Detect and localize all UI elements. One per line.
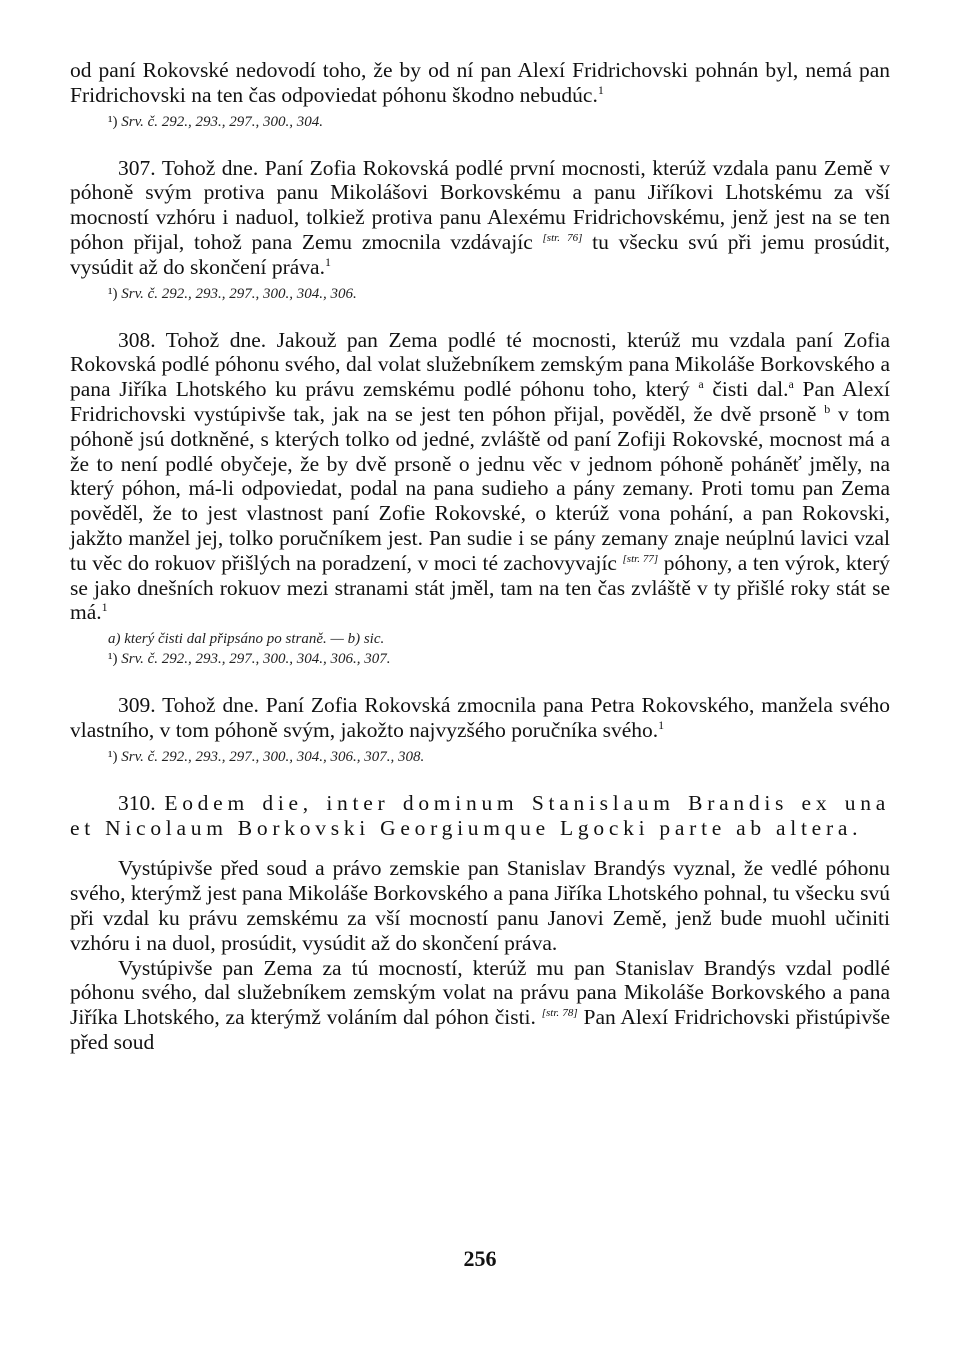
footnote bbox=[70, 284, 890, 304]
footnote-mark: 1 bbox=[324, 254, 331, 269]
entry-308 bbox=[70, 328, 890, 626]
paragraph-continuation bbox=[70, 58, 890, 108]
footnote-mark: 1 bbox=[101, 600, 108, 615]
footnote bbox=[70, 747, 890, 767]
entry-number: 309. bbox=[118, 693, 156, 718]
footnote bbox=[70, 629, 890, 649]
page-number: 256 bbox=[463, 1246, 497, 1271]
entry-number: 310. bbox=[118, 790, 156, 815]
footnote-number: ¹) bbox=[108, 285, 118, 302]
entry-307 bbox=[70, 156, 890, 280]
entry-309 bbox=[70, 693, 890, 743]
entry-310-heading bbox=[70, 791, 890, 841]
footnote-number: ¹) bbox=[108, 748, 118, 765]
entry-text: Tohož dne. Paní Zofia Rokovská podlé první mocnosti, kterúž vzdala panu Země v póhoně svým protiva panu Mikolášovi Borkovskému a panu Jiříkovi Lhotskému za vší mocností vzhóru i naduol, tolkiež protiva panu Alexému Fridrichovskému, jenž jest na se ten póhon přijal, tohož pana Zemu zmocnila vzdávajíc bbox=[70, 155, 890, 254]
entry-text: v tom póhoně jsú dotkněné, s kterých tolko od jedné, zvláště od paní Zofiji Rokovské, mocnost má a že to není podlé obyčeje, že by dvě prsoně o jednu věc v jednom póhoně poháněť jměly, na který póhon, má-li odpoviedat, podal na pana sudieho a pány zemany. Proti tomu pan Zema pověděl, že to jest vlastnost paní Zofie Rokovské, o kterúž vona pohání, a pan Rokovski, jakžto manžel jej, tolko poručníkem jest. Pan sudie i se pány zemany znaje neúplnú lavici vzal tu věc do rokuov přišlých na poradzení, v moci té zachovyvajíc bbox=[70, 401, 891, 575]
document-page bbox=[70, 58, 890, 1055]
footnote-text: Srv. č. 292., 293., 297., 300., 304. bbox=[121, 113, 324, 130]
entry-heading: Eodem die, inter dominum Stanislaum Brandis ex una et Nicolaum Borkovski Georgiumque Lgocki parte ab altera. bbox=[70, 790, 890, 840]
footnote-mark: a bbox=[788, 377, 794, 392]
page-reference: [str. 76] bbox=[542, 231, 583, 244]
footnote-number: ¹) bbox=[108, 113, 118, 130]
footnote-mark: 1 bbox=[658, 717, 665, 732]
entry-text: Pan Alexí Fridrichovski vystúpivše tak, jak na se jest ten póhon přijal, pověděl, že dvě prsoně bbox=[70, 377, 891, 426]
entry-number: 308. bbox=[118, 327, 156, 352]
footnote-text: Srv. č. 292., 293., 297., 300., 304., 306. bbox=[121, 285, 357, 302]
page-reference: [str. 78] bbox=[541, 1006, 578, 1019]
paragraph-text: od paní Rokovské nedovodí toho, že by od ní pan Alexí Fridrichovski pohnán byl, nemá pan Fridrichovski na ten čas odpoviedat póhonu škodno nebudúc. bbox=[70, 58, 890, 107]
paragraph-text: Vystúpivše před soud a právo zemskie pan Stanislav Brandýs vyznal, že vedlé póhonu svého, kterýmž jest pana Mikoláše Borkovského a pana Jiříka Lhotského pohnal, tu všecku svú při vzdal ku právu zemskému za vší mocností panu Janovi Země, jenž bude muohl učiniti vzhóru i na duol, prosúdit, vysúdit až do skončení práva. bbox=[70, 856, 890, 955]
footnote-text: Srv. č. 292., 293., 297., 300., 304., 306., 307., 308. bbox=[121, 748, 425, 765]
entry-text: póhony, a ten výrok, který se jako dnešních rokuov mezi stranami stát jměl, tam na ten čas zvláště v ty přišlé roky stát se má. bbox=[70, 550, 890, 625]
paragraph-text-continued: Pan Alexí Fridrichovski přistúpivše před soud bbox=[70, 1005, 891, 1054]
footnote-number: ¹) bbox=[108, 651, 118, 668]
paragraph-310a bbox=[70, 856, 890, 955]
footnote bbox=[70, 649, 890, 669]
footnote bbox=[70, 112, 890, 132]
entry-text: Tohož dne. Jakouž pan Zema podlé té mocnosti, kterúž mu vzdala paní Zofia Rokovská podlé póhonu svého, dal volat služebníkem zemským pana Mikoláše Borkovského a pana Jiříka Lhotského ku právu zemskému podlé póhonu toho, který bbox=[70, 327, 890, 402]
paragraph-text: Vystúpivše pan Zema za tú mocností, kterúž mu pan Stanislav Brandýs vzdal podlé póhonu svého, dal služebníkem zemským volat na právu pana Mikoláše Borkovského a pana Jiříka Lhotského, za kterýmž voláním dal póhon čisti. bbox=[70, 955, 890, 1030]
footnote-mark: 1 bbox=[597, 82, 604, 97]
footnote-text: a) který čisti dal připsáno po straně. — b) sic. bbox=[108, 631, 385, 648]
entry-text: Tohož dne. Paní Zofia Rokovská zmocnila pana Petra Rokovského, manžela svého vlastního, v tom póhoně svým, jakožto najvyzšého poručníka svého. bbox=[70, 693, 890, 742]
page-reference: [str. 77] bbox=[622, 552, 659, 565]
entry-number: 307. bbox=[118, 155, 156, 180]
paragraph-310b bbox=[70, 956, 890, 1055]
footnote-mark: b bbox=[824, 401, 831, 416]
footnote-mark: a bbox=[698, 377, 704, 392]
entry-text-continued: tu všecku svú při jemu prosúdit, vysúdit až do skončení práva. bbox=[70, 229, 890, 279]
footnote-text: Srv. č. 292., 293., 297., 300., 304., 306., 307. bbox=[121, 651, 391, 668]
entry-text: čisti dal. bbox=[712, 377, 789, 402]
